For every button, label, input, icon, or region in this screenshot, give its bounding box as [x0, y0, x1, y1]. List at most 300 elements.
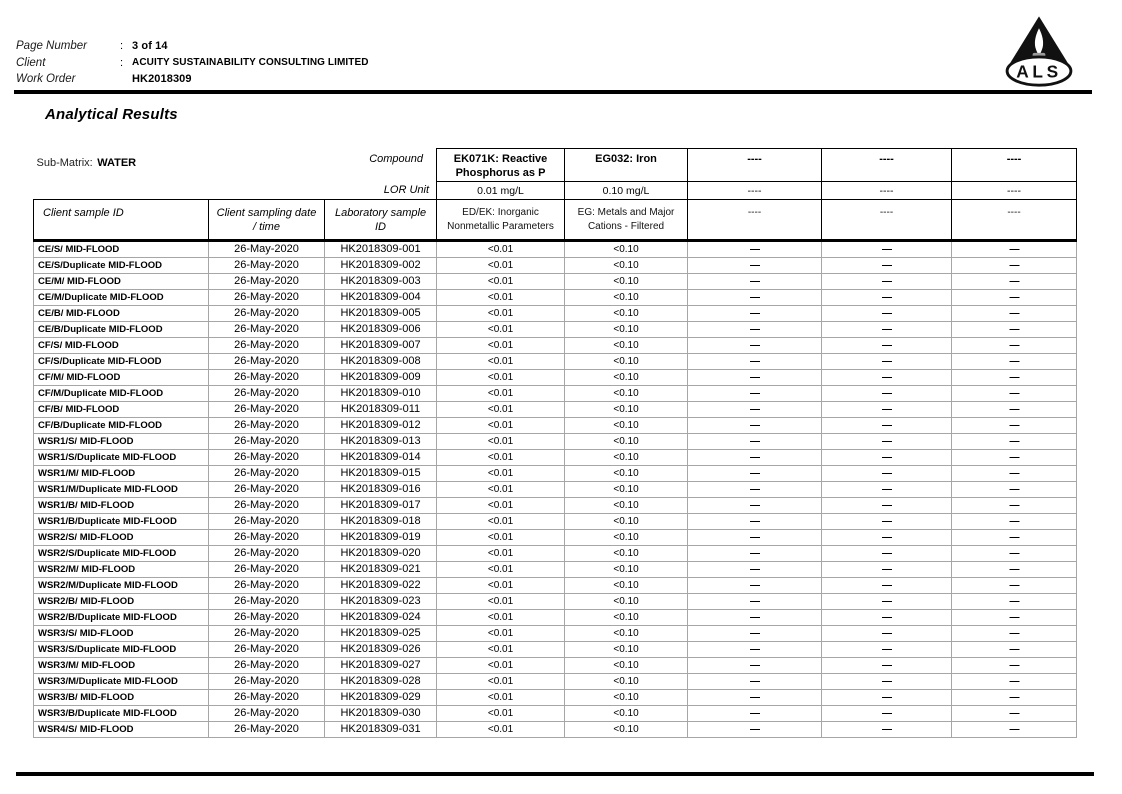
empty-result-cell: —	[822, 434, 952, 450]
sample-id-cell: CF/B/Duplicate MID-FLOOD	[34, 418, 209, 434]
sampling-date-cell: 26-May-2020	[209, 482, 325, 498]
empty-result-cell: —	[688, 354, 822, 370]
empty-result-cell: —	[952, 674, 1077, 690]
lab-id-cell: HK2018309-027	[325, 658, 437, 674]
result-value-cell: <0.10	[565, 706, 688, 722]
table-row	[34, 418, 1077, 434]
sampling-date-cell: 26-May-2020	[209, 690, 325, 706]
result-value-cell: <0.01	[437, 434, 565, 450]
sample-id-cell: CF/M/ MID-FLOOD	[34, 370, 209, 386]
result-value-cell: <0.10	[565, 546, 688, 562]
separator: :	[120, 56, 124, 69]
empty-result-cell: —	[952, 370, 1077, 386]
result-value-cell: <0.10	[565, 642, 688, 658]
empty-result-cell: —	[688, 706, 822, 722]
sampling-date-cell: 26-May-2020	[209, 370, 325, 386]
empty-result-cell: —	[952, 610, 1077, 626]
table-row	[34, 706, 1077, 722]
lor-row-label: LOR Unit	[383, 184, 430, 197]
empty-result-cell: —	[822, 482, 952, 498]
sampling-date-cell: 26-May-2020	[209, 241, 325, 258]
lab-id-cell: HK2018309-005	[325, 306, 437, 322]
lab-id-cell: HK2018309-014	[325, 450, 437, 466]
compound-row-label: Compound	[369, 152, 424, 165]
result-value-cell: <0.10	[565, 658, 688, 674]
table-row	[34, 674, 1077, 690]
lab-id-cell: HK2018309-020	[325, 546, 437, 562]
result-value-cell: <0.10	[565, 418, 688, 434]
lab-id-cell: HK2018309-013	[325, 434, 437, 450]
result-value-cell: <0.10	[565, 562, 688, 578]
page-number-row	[16, 38, 369, 55]
lab-id-cell: HK2018309-012	[325, 418, 437, 434]
footer-divider	[16, 772, 1094, 776]
lab-id-cell: HK2018309-031	[325, 722, 437, 738]
sampling-date-cell: 26-May-2020	[209, 434, 325, 450]
table-row	[34, 402, 1077, 418]
method-text: ----	[879, 207, 894, 218]
table-row	[34, 306, 1077, 322]
empty-result-cell: —	[952, 354, 1077, 370]
lab-id-cell: HK2018309-019	[325, 530, 437, 546]
empty-result-cell: —	[952, 498, 1077, 514]
analyte-header	[437, 149, 565, 182]
column-header-text: Client sampling date	[216, 207, 317, 219]
method-group-header	[565, 200, 688, 241]
table-row	[34, 258, 1077, 274]
sample-id-cell: WSR1/B/ MID-FLOOD	[34, 498, 209, 514]
als-logo	[998, 12, 1080, 90]
sampling-date-cell: 26-May-2020	[209, 306, 325, 322]
lab-id-cell: HK2018309-009	[325, 370, 437, 386]
lab-id-cell: HK2018309-023	[325, 594, 437, 610]
result-value-cell: <0.10	[565, 338, 688, 354]
sample-id-cell: WSR1/B/Duplicate MID-FLOOD	[34, 514, 209, 530]
lab-id-cell: HK2018309-011	[325, 402, 437, 418]
method-text: Cations - Filtered	[587, 221, 665, 232]
table-row	[34, 290, 1077, 306]
sample-id-cell: CE/S/Duplicate MID-FLOOD	[34, 258, 209, 274]
empty-result-cell: —	[688, 546, 822, 562]
result-value-cell: <0.01	[437, 514, 565, 530]
empty-result-cell: —	[822, 642, 952, 658]
empty-result-cell: —	[822, 290, 952, 306]
result-value-cell: <0.01	[437, 594, 565, 610]
results-table	[33, 148, 1076, 738]
header-divider	[14, 90, 1092, 94]
method-group-header-empty	[952, 200, 1077, 241]
lab-id-cell: HK2018309-021	[325, 562, 437, 578]
sampling-date-cell: 26-May-2020	[209, 258, 325, 274]
method-text: ----	[747, 207, 762, 218]
sampling-date-cell: 26-May-2020	[209, 594, 325, 610]
sample-id-cell: CE/M/Duplicate MID-FLOOD	[34, 290, 209, 306]
empty-result-cell: —	[688, 610, 822, 626]
sampling-date-cell: 26-May-2020	[209, 626, 325, 642]
column-header-text: ID	[375, 221, 386, 233]
result-value-cell: <0.10	[565, 626, 688, 642]
result-value-cell: <0.10	[565, 722, 688, 738]
empty-result-cell: —	[688, 690, 822, 706]
empty-result-cell: —	[952, 594, 1077, 610]
table-row	[34, 594, 1077, 610]
result-value-cell: <0.10	[565, 354, 688, 370]
empty-result-cell: —	[822, 562, 952, 578]
empty-result-cell: —	[688, 626, 822, 642]
result-value-cell: <0.01	[437, 706, 565, 722]
empty-result-cell: —	[822, 674, 952, 690]
lab-id-cell: HK2018309-029	[325, 690, 437, 706]
sampling-date-cell: 26-May-2020	[209, 354, 325, 370]
client-value: ACUITY SUSTAINABILITY CONSULTING LIMITED	[132, 57, 369, 69]
table-row	[34, 626, 1077, 642]
empty-result-cell: —	[822, 514, 952, 530]
lab-id-cell: HK2018309-015	[325, 466, 437, 482]
lab-id-cell: HK2018309-018	[325, 514, 437, 530]
lab-id-cell: HK2018309-028	[325, 674, 437, 690]
analyte-header-empty	[688, 149, 822, 182]
method-group-header	[437, 200, 565, 241]
sample-id-cell: CE/B/Duplicate MID-FLOOD	[34, 322, 209, 338]
result-value-cell: <0.01	[437, 241, 565, 258]
empty-result-cell: —	[952, 690, 1077, 706]
empty-result-cell: —	[822, 450, 952, 466]
empty-result-cell: —	[822, 626, 952, 642]
lab-id-cell: HK2018309-004	[325, 290, 437, 306]
sampling-date-cell: 26-May-2020	[209, 290, 325, 306]
empty-result-cell: —	[688, 258, 822, 274]
result-value-cell: <0.01	[437, 626, 565, 642]
work-order-value: HK2018309	[132, 73, 192, 86]
table-row	[34, 514, 1077, 530]
result-value-cell: <0.01	[437, 690, 565, 706]
empty-result-cell: —	[688, 402, 822, 418]
analyte-name: EG032: Iron	[595, 153, 657, 165]
table-row	[34, 434, 1077, 450]
section-title: Analytical Results	[45, 106, 178, 123]
result-value-cell: <0.10	[565, 322, 688, 338]
empty-result-cell: —	[822, 386, 952, 402]
empty-result-cell: —	[688, 386, 822, 402]
empty-result-cell: —	[952, 706, 1077, 722]
result-value-cell: <0.10	[565, 370, 688, 386]
analyte-name: ----	[1006, 153, 1022, 165]
table-row	[34, 546, 1077, 562]
sample-id-cell: WSR2/M/ MID-FLOOD	[34, 562, 209, 578]
analyte-name: ----	[747, 153, 762, 165]
table-row	[34, 370, 1077, 386]
empty-result-cell: —	[822, 498, 952, 514]
empty-result-cell: —	[822, 466, 952, 482]
sample-id-cell: WSR2/B/ MID-FLOOD	[34, 594, 209, 610]
table-row	[34, 722, 1077, 738]
empty-result-cell: —	[688, 418, 822, 434]
sample-id-cell: WSR3/M/ MID-FLOOD	[34, 658, 209, 674]
empty-result-cell: —	[952, 642, 1077, 658]
result-value-cell: <0.01	[437, 306, 565, 322]
result-value-cell: <0.01	[437, 418, 565, 434]
result-value-cell: <0.01	[437, 722, 565, 738]
sample-id-cell: WSR1/S/Duplicate MID-FLOOD	[34, 450, 209, 466]
sample-id-cell: WSR2/B/Duplicate MID-FLOOD	[34, 610, 209, 626]
table-row	[34, 322, 1077, 338]
sample-id-cell: CE/M/ MID-FLOOD	[34, 274, 209, 290]
empty-result-cell: —	[952, 722, 1077, 738]
table-row	[34, 690, 1077, 706]
sampling-date-cell: 26-May-2020	[209, 530, 325, 546]
empty-result-cell: —	[952, 306, 1077, 322]
empty-result-cell: —	[822, 658, 952, 674]
empty-result-cell: —	[688, 562, 822, 578]
sample-id-cell: WSR3/S/ MID-FLOOD	[34, 626, 209, 642]
lab-id-cell: HK2018309-025	[325, 626, 437, 642]
analyte-header	[565, 149, 688, 182]
result-value-cell: <0.10	[565, 466, 688, 482]
table-row	[34, 578, 1077, 594]
page-number-value: 3 of 14	[132, 40, 168, 53]
empty-result-cell: —	[952, 402, 1077, 418]
lor-value: 0.10 mg/L	[565, 182, 688, 200]
result-value-cell: <0.10	[565, 514, 688, 530]
column-header-text: Laboratory sample	[334, 207, 427, 219]
sampling-date-cell: 26-May-2020	[209, 562, 325, 578]
empty-result-cell: —	[952, 626, 1077, 642]
empty-result-cell: —	[822, 306, 952, 322]
empty-result-cell: —	[822, 322, 952, 338]
sampling-date-cell: 26-May-2020	[209, 674, 325, 690]
result-value-cell: <0.10	[565, 241, 688, 258]
empty-result-cell: —	[952, 274, 1077, 290]
sample-id-cell: WSR1/S/ MID-FLOOD	[34, 434, 209, 450]
sampling-date-cell: 26-May-2020	[209, 386, 325, 402]
table-row	[34, 338, 1077, 354]
sub-matrix-cell	[34, 149, 437, 182]
table-row	[34, 530, 1077, 546]
result-value-cell: <0.01	[437, 290, 565, 306]
sampling-date-cell: 26-May-2020	[209, 322, 325, 338]
sampling-date-cell: 26-May-2020	[209, 546, 325, 562]
empty-result-cell: —	[822, 258, 952, 274]
empty-result-cell: —	[952, 386, 1077, 402]
sub-matrix-text	[37, 153, 137, 171]
sample-id-cell: WSR4/S/ MID-FLOOD	[34, 722, 209, 738]
empty-result-cell: —	[952, 658, 1077, 674]
sampling-date-cell: 26-May-2020	[209, 578, 325, 594]
table-row	[34, 241, 1077, 258]
sampling-date-cell: 26-May-2020	[209, 642, 325, 658]
separator: :	[120, 40, 124, 53]
result-value-cell: <0.10	[565, 274, 688, 290]
empty-result-cell: —	[822, 274, 952, 290]
sample-id-cell: WSR2/M/Duplicate MID-FLOOD	[34, 578, 209, 594]
sample-id-cell: WSR3/B/Duplicate MID-FLOOD	[34, 706, 209, 722]
sample-id-cell: CE/B/ MID-FLOOD	[34, 306, 209, 322]
analyte-header-empty	[952, 149, 1077, 182]
analyte-name: Phosphorus as P	[455, 167, 546, 179]
result-value-cell: <0.01	[437, 658, 565, 674]
result-value-cell: <0.01	[437, 482, 565, 498]
result-value-cell: <0.01	[437, 546, 565, 562]
page-number-label: Page Number	[16, 40, 87, 53]
method-group-header-empty	[822, 200, 952, 241]
sampling-date-cell: 26-May-2020	[209, 658, 325, 674]
result-value-cell: <0.01	[437, 386, 565, 402]
empty-result-cell: —	[952, 241, 1077, 258]
table-row	[34, 450, 1077, 466]
als-logo-text: ALS	[1016, 61, 1062, 82]
sampling-date-cell: 26-May-2020	[209, 706, 325, 722]
empty-result-cell: —	[688, 434, 822, 450]
sampling-date-cell: 26-May-2020	[209, 338, 325, 354]
sample-id-cell: WSR3/B/ MID-FLOOD	[34, 690, 209, 706]
result-value-cell: <0.01	[437, 674, 565, 690]
lor-value: 0.01 mg/L	[437, 182, 565, 200]
result-value-cell: <0.01	[437, 642, 565, 658]
sample-id-cell: WSR1/M/ MID-FLOOD	[34, 466, 209, 482]
empty-result-cell: —	[822, 546, 952, 562]
result-value-cell: <0.10	[565, 290, 688, 306]
empty-result-cell: —	[822, 338, 952, 354]
empty-result-cell: —	[688, 370, 822, 386]
result-value-cell: <0.10	[565, 578, 688, 594]
sampling-date-cell: 26-May-2020	[209, 450, 325, 466]
lab-id-cell: HK2018309-001	[325, 241, 437, 258]
lab-id-cell: HK2018309-024	[325, 610, 437, 626]
empty-result-cell: —	[822, 418, 952, 434]
table-row	[34, 610, 1077, 626]
empty-result-cell: —	[952, 578, 1077, 594]
result-value-cell: <0.10	[565, 306, 688, 322]
empty-result-cell: —	[688, 466, 822, 482]
empty-result-cell: —	[952, 450, 1077, 466]
empty-result-cell: —	[688, 290, 822, 306]
empty-result-cell: —	[822, 722, 952, 738]
sample-id-cell: CF/S/Duplicate MID-FLOOD	[34, 354, 209, 370]
lor-label-cell	[34, 182, 437, 200]
result-value-cell: <0.01	[437, 578, 565, 594]
sample-id-cell: WSR1/M/Duplicate MID-FLOOD	[34, 482, 209, 498]
empty-result-cell: —	[822, 706, 952, 722]
empty-result-cell: —	[688, 514, 822, 530]
result-value-cell: <0.10	[565, 674, 688, 690]
result-value-cell: <0.01	[437, 530, 565, 546]
method-text: Nonmetallic Parameters	[447, 221, 554, 232]
empty-result-cell: —	[688, 482, 822, 498]
empty-result-cell: —	[688, 722, 822, 738]
result-value-cell: <0.01	[437, 258, 565, 274]
result-value-cell: <0.10	[565, 434, 688, 450]
empty-result-cell: —	[688, 306, 822, 322]
empty-result-cell: —	[688, 642, 822, 658]
result-value-cell: <0.10	[565, 402, 688, 418]
empty-result-cell: —	[822, 241, 952, 258]
lab-id-cell: HK2018309-008	[325, 354, 437, 370]
lab-id-cell: HK2018309-016	[325, 482, 437, 498]
result-value-cell: <0.10	[565, 594, 688, 610]
empty-result-cell: —	[822, 370, 952, 386]
table-row	[34, 386, 1077, 402]
empty-result-cell: —	[952, 258, 1077, 274]
sampling-date-cell: 26-May-2020	[209, 722, 325, 738]
sub-matrix-label: Sub-Matrix:	[36, 156, 93, 169]
result-value-cell: <0.10	[565, 258, 688, 274]
sample-id-cell: CF/B/ MID-FLOOD	[34, 402, 209, 418]
column-header-row	[34, 200, 1077, 241]
empty-result-cell: —	[952, 322, 1077, 338]
empty-result-cell: —	[688, 274, 822, 290]
table-row	[34, 274, 1077, 290]
analyte-header-empty	[822, 149, 952, 182]
empty-result-cell: —	[688, 241, 822, 258]
result-value-cell: <0.10	[565, 530, 688, 546]
lab-id-cell: HK2018309-017	[325, 498, 437, 514]
empty-result-cell: —	[952, 482, 1077, 498]
method-group-header-empty	[688, 200, 822, 241]
table-row	[34, 354, 1077, 370]
table-row	[34, 466, 1077, 482]
lor-value: ----	[952, 182, 1077, 200]
sampling-date-header	[209, 200, 325, 241]
lab-id-cell: HK2018309-026	[325, 642, 437, 658]
page-metadata	[16, 38, 369, 88]
result-value-cell: <0.01	[437, 322, 565, 338]
sampling-date-cell: 26-May-2020	[209, 418, 325, 434]
method-text: EG: Metals and Major	[577, 207, 675, 218]
empty-result-cell: —	[822, 690, 952, 706]
sampling-date-cell: 26-May-2020	[209, 402, 325, 418]
client-row	[16, 55, 369, 72]
sample-id-cell: WSR3/M/Duplicate MID-FLOOD	[34, 674, 209, 690]
lor-row	[34, 182, 1077, 200]
empty-result-cell: —	[822, 354, 952, 370]
lab-id-cell: HK2018309-002	[325, 258, 437, 274]
empty-result-cell: —	[952, 418, 1077, 434]
results-body	[34, 241, 1077, 738]
method-text: ED/EK: Inorganic	[462, 207, 539, 218]
compound-row	[34, 149, 1077, 182]
result-value-cell: <0.10	[565, 386, 688, 402]
table-row	[34, 658, 1077, 674]
analyte-name: ----	[879, 153, 894, 165]
empty-result-cell: —	[952, 434, 1077, 450]
lab-id-cell: HK2018309-003	[325, 274, 437, 290]
lor-value: ----	[688, 182, 822, 200]
empty-result-cell: —	[952, 290, 1077, 306]
empty-result-cell: —	[688, 338, 822, 354]
empty-result-cell: —	[688, 658, 822, 674]
empty-result-cell: —	[688, 594, 822, 610]
sub-matrix-value: WATER	[97, 156, 137, 169]
empty-result-cell: —	[688, 578, 822, 594]
empty-result-cell: —	[952, 530, 1077, 546]
als-logo-icon	[998, 12, 1080, 90]
sample-id-cell: WSR3/S/Duplicate MID-FLOOD	[34, 642, 209, 658]
result-value-cell: <0.01	[437, 274, 565, 290]
result-value-cell: <0.10	[565, 450, 688, 466]
result-value-cell: <0.10	[565, 690, 688, 706]
sampling-date-cell: 26-May-2020	[209, 610, 325, 626]
column-header-text: Client sample ID	[43, 207, 124, 219]
lab-sample-id-header	[325, 200, 437, 241]
results-table-grid	[33, 148, 1077, 738]
table-row	[34, 482, 1077, 498]
work-order-label: Work Order	[16, 73, 76, 86]
sample-id-cell: CE/S/ MID-FLOOD	[34, 241, 209, 258]
table-row	[34, 642, 1077, 658]
lab-id-cell: HK2018309-007	[325, 338, 437, 354]
empty-result-cell: —	[688, 674, 822, 690]
empty-result-cell: —	[688, 498, 822, 514]
